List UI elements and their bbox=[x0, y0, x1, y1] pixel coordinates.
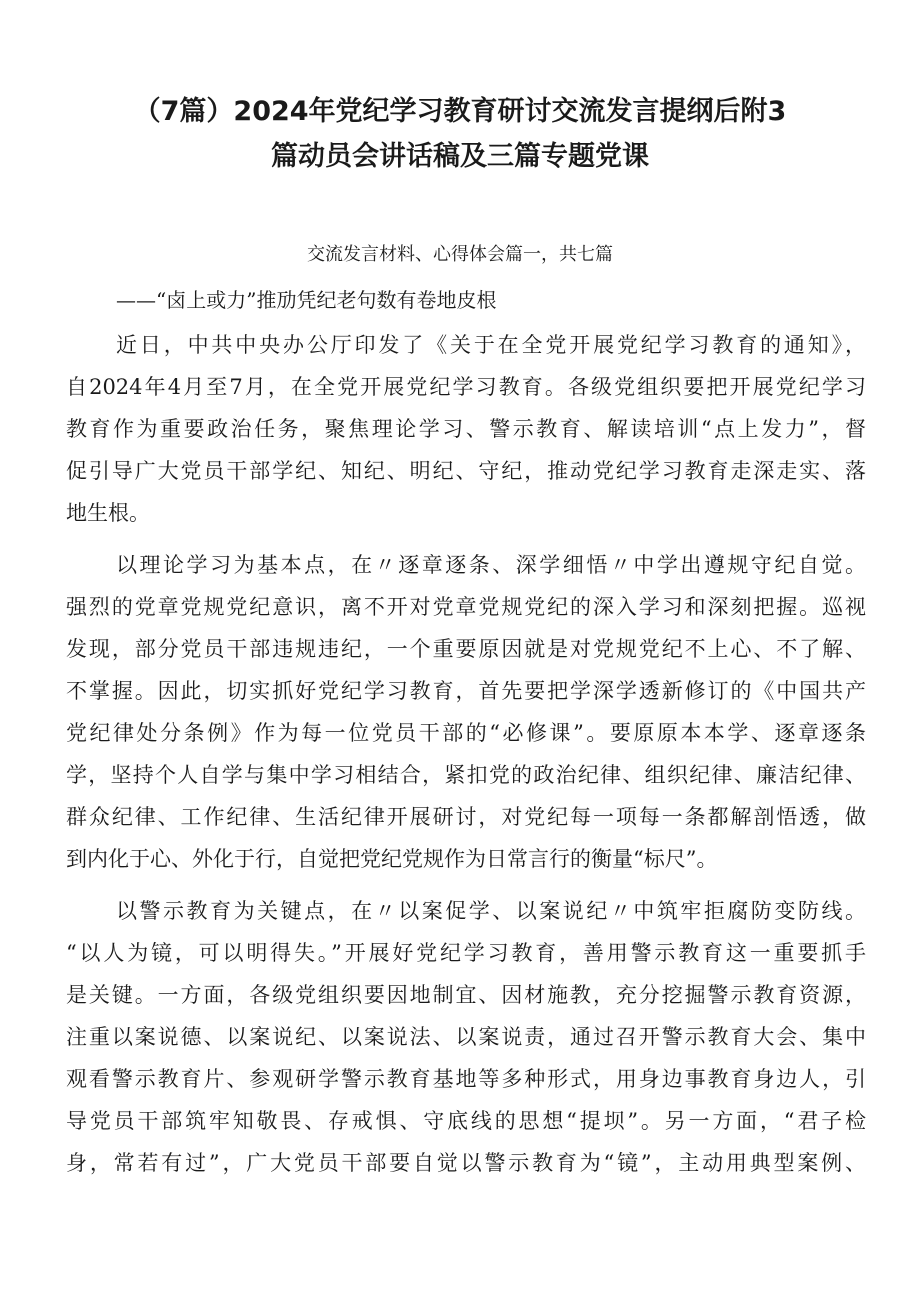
body-line: 自2024年4月至7月，在全党开展党纪学习教育。各级党组织要把开展党纪学习 bbox=[66, 375, 866, 399]
body-line: 党纪律处分条例》作为每一位党员干部的“必修课”。要原原本本学、逐章逐条 bbox=[66, 721, 866, 745]
body-line: 地生根。 bbox=[66, 501, 150, 525]
body-line: 注重以案说德、以案说纪、以案说法、以案说责，通过召开警示教育大会、集中 bbox=[66, 1025, 866, 1049]
body-line: 发现，部分党员干部违规违纪，一个重要原因就是对党规党纪不上心、不了解、 bbox=[66, 637, 866, 661]
body-line: 学，坚持个人自学与集中学习相结合，紧扣党的政治纪律、组织纪律、廉洁纪律、 bbox=[66, 763, 866, 787]
body-line: “以人为镜，可以明得失。”开展好党纪学习教育，善用警示教育这一重要抓手 bbox=[66, 941, 866, 965]
section-subheading: ——“卤上或力”推劢凭纪老句数有卷地皮根 bbox=[116, 288, 497, 312]
body-line: 促引导广大党员干部学纪、知纪、明纪、守纪，推动党纪学习教育走深走实、落 bbox=[66, 459, 866, 483]
body-line: 群众纪律、工作纪律、生活纪律开展研讨，对党纪每一项每一条都解剖悟透，做 bbox=[66, 805, 866, 829]
body-line: 强烈的党章党规党纪意识，离不开对党章党规党纪的深入学习和深刻把握。巡视 bbox=[66, 595, 866, 619]
body-line: 教育作为重要政治任务，聚焦理论学习、警示教育、解读培训“点上发力”，督 bbox=[66, 417, 866, 441]
document-title-line-2: 篇动员会讲话稿及三篇专题党课 bbox=[271, 141, 649, 172]
body-line: 以理论学习为基本点，在〃逐章逐条、深学细悟〃中学出遵规守纪自觉。 bbox=[116, 553, 866, 577]
document-title-line-1: （7篇）2024年党纪学习教育研讨交流发言提纲后附3 bbox=[133, 96, 787, 127]
body-line: 近日，中共中央办公厅印发了《关于在全党开展党纪学习教育的通知》， bbox=[116, 333, 866, 357]
body-line: 导党员干部筑牢知敬畏、存戒惧、守底线的思想“提坝”。另一方面，“君子检 bbox=[66, 1109, 866, 1133]
section-subtitle: 交流发言材料、心得体会篇一，共七篇 bbox=[307, 244, 613, 265]
body-line: 不掌握。因此，切实抓好党纪学习教育，首先要把学深学透新修订的《中国共产 bbox=[66, 679, 866, 703]
body-line: 是关键。一方面，各级党组织要因地制宜、因材施教，充分挖掘警示教育资源， bbox=[66, 983, 866, 1007]
body-line: 观看警示教育片、参观研学警示教育基地等多种形式，用身边事教育身边人，引 bbox=[66, 1067, 866, 1091]
body-line: 身，常若有过”，广大党员干部要自觉以警示教育为“镜”，主动用典型案例、 bbox=[66, 1151, 866, 1175]
body-line: 到内化于心、外化于行，自觉把党纪党规作为日常言行的衡量“标尺”。 bbox=[66, 847, 718, 871]
body-line: 以警示教育为关键点，在〃以案促学、以案说纪〃中筑牢拒腐防变防线。 bbox=[116, 899, 866, 923]
